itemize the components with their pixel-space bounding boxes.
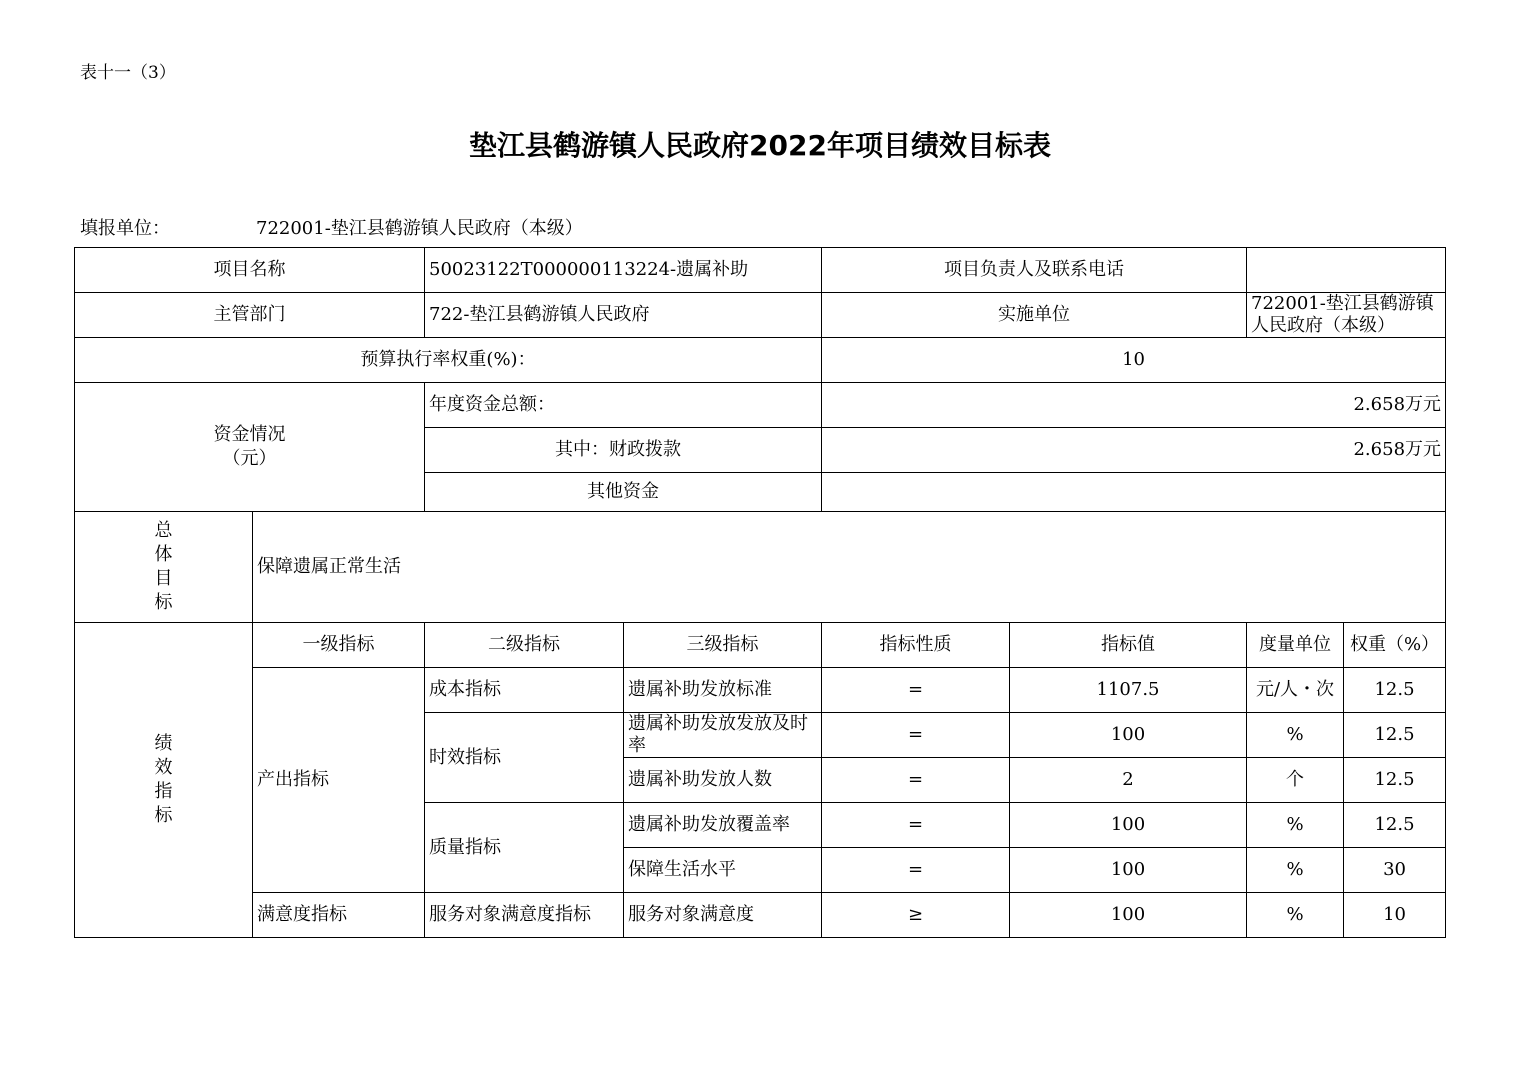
indicator-name: 遗属补助发放标准	[624, 668, 822, 713]
impl-value: 722001-垫江县鹤游镇人民政府（本级）	[1251, 293, 1434, 336]
indicator-name: 服务对象满意度	[624, 893, 822, 938]
level1-output: 产出指标	[253, 668, 425, 893]
header-level1: 一级指标	[253, 623, 425, 668]
table-row	[75, 248, 1446, 293]
funds-label: 资金情况 （元）	[75, 383, 425, 512]
table-row	[75, 623, 1446, 668]
page-title: 垫江县鹤游镇人民政府2022年项目绩效目标表	[469, 129, 1051, 162]
indicator-unit: %	[1247, 803, 1344, 848]
funds-fiscal-label: 其中：财政拨款	[425, 428, 822, 473]
indicator-weight: 12.5	[1344, 668, 1446, 713]
table-row	[75, 893, 1446, 938]
budget-weight-value: 10	[822, 338, 1446, 383]
goal-label: 总 体 目 标	[75, 512, 253, 623]
table-row	[75, 512, 1446, 623]
table-row	[75, 668, 1446, 713]
indicator-value: 2	[1010, 758, 1247, 803]
indicator-name: 遗属补助发放覆盖率	[624, 803, 822, 848]
funds-fiscal-value: 2.658万元	[822, 428, 1446, 473]
funds-total-value: 2.658万元	[822, 383, 1446, 428]
contact-value	[1247, 248, 1446, 293]
performance-table	[74, 247, 1446, 938]
indicator-weight: 12.5	[1344, 803, 1446, 848]
table-tag: 表十一（3）	[80, 63, 176, 83]
dept-value: 722-垫江县鹤游镇人民政府	[425, 293, 822, 338]
indicator-value: 100	[1010, 893, 1247, 938]
indicator-name: 遗属补助发放人数	[624, 758, 822, 803]
budget-weight-label: 预算执行率权重(%)：	[75, 338, 822, 383]
indicator-value: 100	[1010, 848, 1247, 893]
header-level3: 三级指标	[624, 623, 822, 668]
indicator-weight: 12.5	[1344, 758, 1446, 803]
indicator-weight: 12.5	[1344, 713, 1446, 758]
header-level2: 二级指标	[425, 623, 624, 668]
indicator-name: 保障生活水平	[624, 848, 822, 893]
fill-unit-label: 填报单位：	[80, 218, 170, 239]
fill-unit-value: 722001-垫江县鹤游镇人民政府（本级）	[256, 218, 583, 239]
level1-satisfaction: 满意度指标	[253, 893, 425, 938]
funds-other-label: 其他资金	[425, 473, 822, 512]
indicator-unit: 个	[1247, 758, 1344, 803]
funds-total-label: 年度资金总额：	[425, 383, 822, 428]
goal-text: 保障遗属正常生活	[253, 512, 1446, 623]
indicator-nature: =	[822, 758, 1010, 803]
indicator-nature: =	[822, 803, 1010, 848]
indicator-nature: =	[822, 848, 1010, 893]
level2-cost: 成本指标	[425, 668, 624, 713]
indicator-nature: =	[822, 668, 1010, 713]
impl-label: 实施单位	[822, 293, 1247, 338]
header-value: 指标值	[1010, 623, 1247, 668]
table-row	[75, 338, 1446, 383]
indicator-value: 100	[1010, 713, 1247, 758]
perf-label: 绩 效 指 标	[75, 623, 253, 938]
level2-quality: 质量指标	[425, 803, 624, 893]
project-name-value: 50023122T000000113224-遗属补助	[425, 248, 822, 293]
header-weight: 权重（%）	[1344, 623, 1446, 668]
indicator-unit: %	[1247, 848, 1344, 893]
level2-service: 服务对象满意度指标	[425, 893, 624, 938]
indicator-value: 1107.5	[1010, 668, 1247, 713]
indicator-name: 遗属补助发放发放及时率	[628, 713, 808, 756]
header-unit: 度量单位	[1247, 623, 1344, 668]
indicator-weight: 10	[1344, 893, 1446, 938]
indicator-weight: 30	[1344, 848, 1446, 893]
project-name-label: 项目名称	[75, 248, 425, 293]
funds-other-value	[822, 473, 1446, 512]
table-row	[75, 293, 1446, 338]
indicator-unit: %	[1247, 893, 1344, 938]
indicator-nature: ≥	[822, 893, 1010, 938]
contact-label: 项目负责人及联系电话	[822, 248, 1247, 293]
indicator-unit: %	[1247, 713, 1344, 758]
table-row	[75, 383, 1446, 428]
level2-time: 时效指标	[425, 713, 624, 803]
dept-label: 主管部门	[75, 293, 425, 338]
header-nature: 指标性质	[822, 623, 1010, 668]
indicator-unit: 元/人・次	[1247, 668, 1344, 713]
indicator-value: 100	[1010, 803, 1247, 848]
indicator-nature: =	[822, 713, 1010, 758]
